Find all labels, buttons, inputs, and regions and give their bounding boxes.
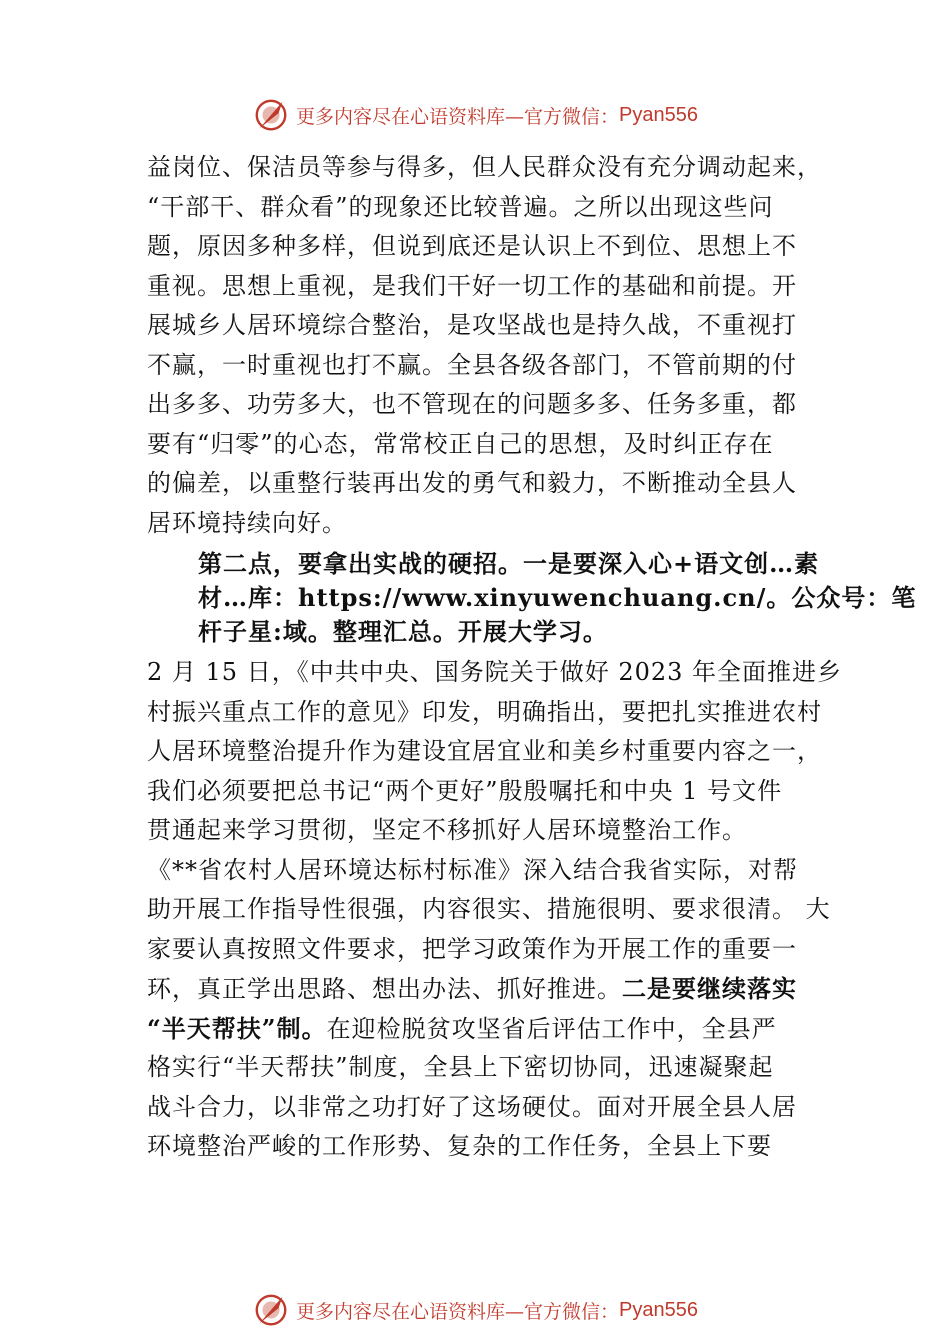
document-body <box>147 148 917 1167</box>
text-line: “干部干、群众看”的现象还比较普遍。之所以出现这些问 <box>147 192 774 221</box>
footer-banner <box>0 1290 950 1330</box>
quill-seal-icon <box>252 96 290 134</box>
bold-run: 二是要继续落实 <box>622 974 797 1003</box>
text-line: 题，原因多种多样，但说到底还是认识上不到位、思想上不 <box>147 232 797 260</box>
text-line: 环境整治严峻的工作形势、复杂的工作任务，全县上下要 <box>147 1132 772 1160</box>
text-line: 展城乡人居环境综合整治，是攻坚战也是持久战，不重视打 <box>147 311 797 339</box>
heading-line: 材…库：https://www.xinyuwenchuang.cn/。公众号：笔 <box>198 583 917 612</box>
paragraph-1 <box>147 148 847 543</box>
header-banner <box>0 95 950 135</box>
text-line: 我们必须要把总书记“两个更好”殷殷嘱托和中央 1 号文件 <box>147 776 783 805</box>
text-line: 《**省农村人居环境达标村标准》深入结合我省实际，对帮 <box>147 855 798 884</box>
text-run: 在迎检脱贫攻坚省后评估工作中，全县严 <box>326 1014 777 1043</box>
text-line: 格实行“半天帮扶”制度，全县上下密切协同，迅速凝聚起 <box>147 1053 774 1081</box>
text-line: 居环境持续向好。 <box>147 508 347 537</box>
quill-seal-icon <box>252 1291 290 1329</box>
text-line: 贯通起来学习贯彻，坚定不移抓好人居环境整治工作。 <box>147 816 747 844</box>
heading-line: 杆子星:域。整理汇总。开展大学习。 <box>198 617 608 646</box>
banner-wechat-id: Pyan556 <box>619 103 698 126</box>
text-line <box>147 1009 847 1049</box>
text-line: 村振兴重点工作的意见》印发，明确指出，要把扎实推进农村 <box>147 697 822 726</box>
text-line: 重视。思想上重视，是我们干好一切工作的基础和前提。开 <box>147 271 797 300</box>
text-line <box>147 969 847 1009</box>
heading-line: 第二点，要拿出实战的硬招。一是要深入心+语文创…素 <box>198 549 820 578</box>
text-line: 要有“归零”的心态，常常校正自己的思想，及时纠正存在 <box>147 429 774 458</box>
text-line: 战斗合力，以非常之功打好了这场硬仗。面对开展全县人居 <box>147 1092 797 1121</box>
banner-wechat-id: Pyan556 <box>619 1298 698 1321</box>
section-heading <box>147 547 917 649</box>
paragraph-2 <box>147 653 847 1167</box>
text-line: 益岗位、保洁员等参与得多，但人民群众没有充分调动起来， <box>147 153 822 181</box>
text-line: 的偏差，以重整行装再出发的勇气和毅力，不断推动全县人 <box>147 469 797 497</box>
banner-text: 更多内容尽在心语资料库—官方微信： <box>296 105 620 128</box>
text-line: 出多多、功劳多大，也不管现在的问题多多、任务多重，都 <box>147 390 797 418</box>
text-line: 人居环境整治提升作为建设宜居宜业和美乡村重要内容之一， <box>147 737 822 765</box>
bold-run: “半天帮扶”制。 <box>147 1013 327 1043</box>
text-line: 助开展工作指导性很强，内容很实、措施很明、要求很清。 大 <box>147 895 831 923</box>
text-line: 2 月 15 日，《中共中央、国务院关于做好 2023 年全面推进乡 <box>147 658 843 686</box>
text-line: 家要认真按照文件要求，把学习政策作为开展工作的重要一 <box>147 934 797 963</box>
text-run: 环，真正学出思路、想出办法、抓好推进。 <box>147 975 622 1003</box>
banner-text: 更多内容尽在心语资料库—官方微信： <box>296 1300 620 1323</box>
text-line: 不赢，一时重视也打不赢。全县各级各部门，不管前期的付 <box>147 350 797 379</box>
